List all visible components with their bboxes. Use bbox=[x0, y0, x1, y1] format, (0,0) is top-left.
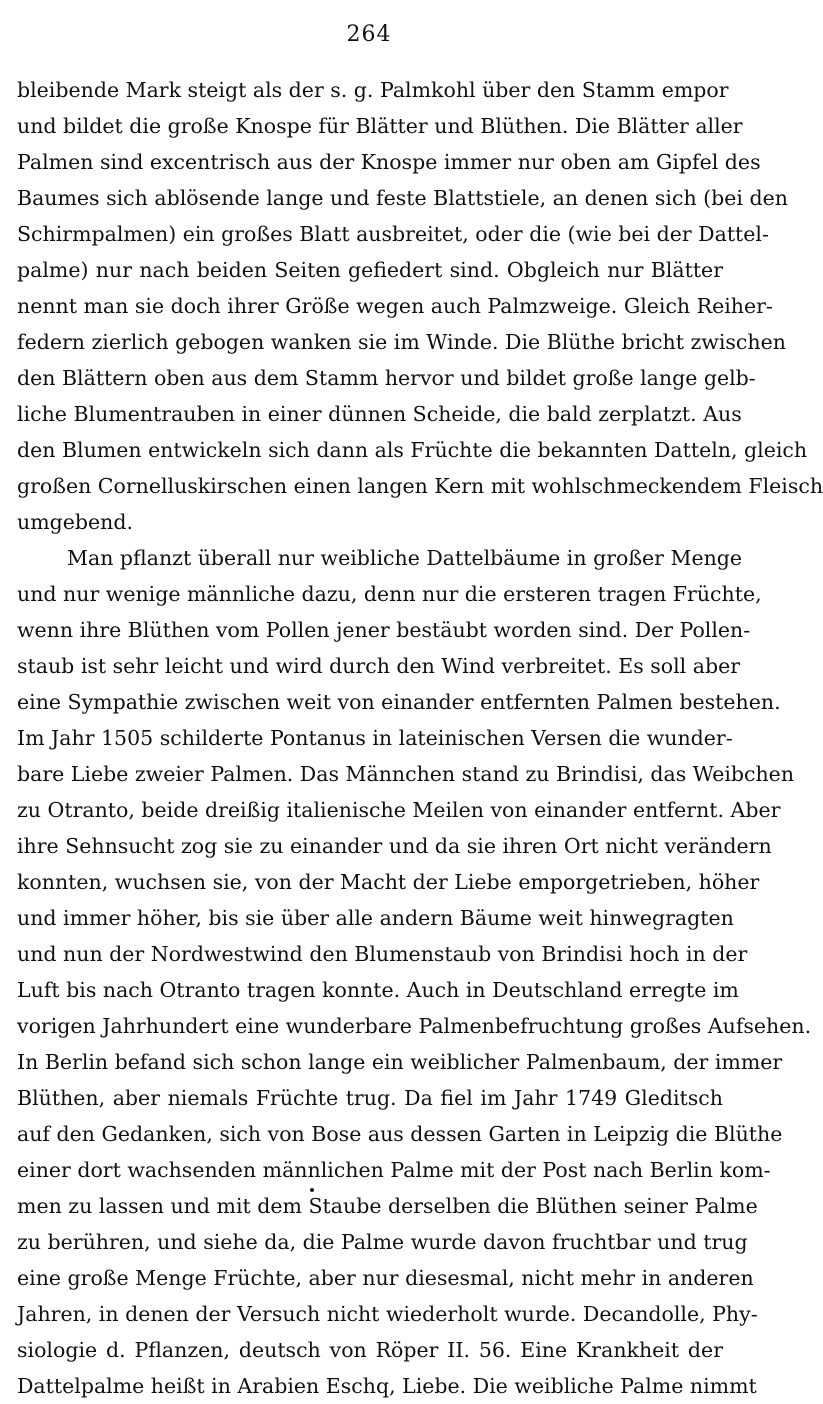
text-line: und bildet die große Knospe für Blätter und Blüthen. Die Blätter aller bbox=[17, 114, 743, 138]
text-line: Luft bis nach Otranto tragen konnte. Auch in Deutschland erregte im bbox=[17, 978, 739, 1002]
text-line: federn zierlich gebogen wanken sie im Winde. Die Blüthe bricht zwischen bbox=[17, 330, 786, 354]
page-mark-dot bbox=[310, 1188, 314, 1192]
text-line: den Blättern oben aus dem Stamm hervor und bildet große lange gelb- bbox=[17, 366, 756, 390]
text-line: einer dort wachsenden männlichen Palme mit der Post nach Berlin kom- bbox=[17, 1158, 771, 1182]
text-line: Schirmpalmen) ein großes Blatt ausbreitet, oder die (wie bei der Dattel- bbox=[17, 222, 769, 246]
text-line: Blüthen, aber niemals Früchte trug. Da fiel im Jahr 1749 Gleditsch bbox=[17, 1086, 723, 1110]
text-line: eine Sympathie zwischen weit von einander entfernten Palmen bestehen. bbox=[17, 690, 781, 714]
text-line: Man pflanzt überall nur weibliche Dattelbäume in großer Menge bbox=[67, 546, 743, 570]
text-line: Baumes sich ablösende lange und feste Blattstiele, an denen sich (bei den bbox=[17, 186, 788, 210]
text-line: eine große Menge Früchte, aber nur diesesmal, nicht mehr in anderen bbox=[17, 1266, 754, 1290]
text-line: Dattelpalme heißt in Arabien Eschq, Liebe. Die weibliche Palme nimmt bbox=[17, 1374, 757, 1398]
text-line: siologie d. Pflanzen, deutsch von Röper II. 56. Eine Krankheit der bbox=[17, 1338, 723, 1362]
text-line: ihre Sehnsucht zog sie zu einander und da sie ihren Ort nicht verändern bbox=[17, 834, 772, 858]
text-line: bare Liebe zweier Palmen. Das Männchen stand zu Brindisi, das Weibchen bbox=[17, 762, 795, 786]
text-line: vorigen Jahrhundert eine wunderbare Palmenbefruchtung großes Aufsehen. bbox=[17, 1014, 812, 1038]
text-line: zu Otranto, beide dreißig italienische Meilen von einander entfernt. Aber bbox=[17, 798, 781, 822]
text-line: staub ist sehr leicht und wird durch den Wind verbreitet. Es soll aber bbox=[17, 654, 741, 678]
text-line: umgebend. bbox=[17, 510, 133, 534]
text-line: und nur wenige männliche dazu, denn nur die ersteren tragen Früchte, bbox=[17, 582, 762, 606]
text-line: und immer höher, bis sie über alle andern Bäume weit hinwegragten bbox=[17, 906, 734, 930]
text-line: palme) nur nach beiden Seiten gefiedert sind. Obgleich nur Blätter bbox=[17, 258, 723, 282]
text-line: und nun der Nordwestwind den Blumenstaub von Brindisi hoch in der bbox=[17, 942, 748, 966]
text-line: wenn ihre Blüthen vom Pollen jener bestäubt worden sind. Der Pollen- bbox=[17, 618, 751, 642]
text-line: In Berlin befand sich schon lange ein weiblicher Palmenbaum, der immer bbox=[17, 1050, 783, 1074]
text-line: men zu lassen und mit dem Staube derselben die Blüthen seiner Palme bbox=[17, 1194, 758, 1218]
text-line: Jahren, in denen der Versuch nicht wiederholt wurde. Decandolle, Phy- bbox=[17, 1302, 758, 1326]
text-line: auf den Gedanken, sich von Bose aus dessen Garten in Leipzig die Blüthe bbox=[17, 1122, 783, 1146]
text-line: großen Cornelluskirschen einen langen Kern mit wohlschmeckendem Fleisch bbox=[17, 474, 823, 498]
text-line: liche Blumentrauben in einer dünnen Scheide, die bald zerplatzt. Aus bbox=[17, 402, 742, 426]
text-line: zu berühren, und siehe da, die Palme wurde davon fruchtbar und trug bbox=[17, 1230, 748, 1254]
text-line: bleibende Mark steigt als der s. g. Palmkohl über den Stamm empor bbox=[17, 78, 729, 102]
text-line: konnten, wuchsen sie, von der Macht der Liebe emporgetrieben, höher bbox=[17, 870, 760, 894]
body-text bbox=[17, 72, 823, 1404]
text-line: Im Jahr 1505 schilderte Pontanus in lateinischen Versen die wunder- bbox=[17, 726, 733, 750]
page-number: 264 bbox=[346, 22, 392, 47]
text-line: den Blumen entwickeln sich dann als Früchte die bekannten Datteln, gleich bbox=[17, 438, 808, 462]
text-line: Palmen sind excentrisch aus der Knospe immer nur oben am Gipfel des bbox=[17, 150, 761, 174]
text-line: nennt man sie doch ihrer Größe wegen auch Palmzweige. Gleich Reiher- bbox=[17, 294, 773, 318]
